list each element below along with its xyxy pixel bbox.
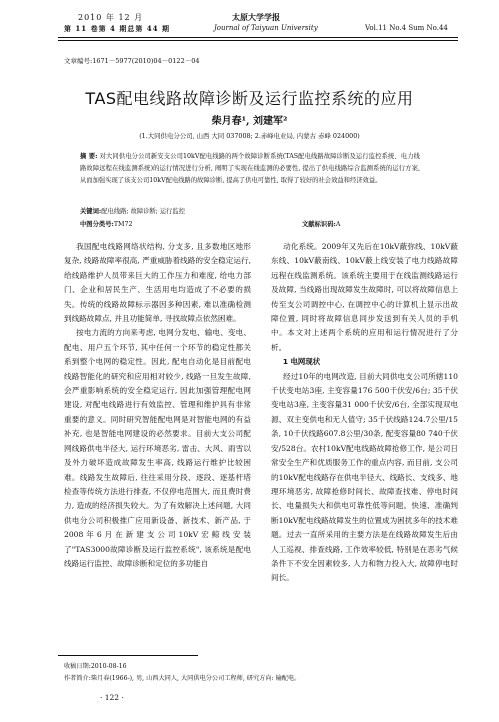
paragraph: 动化系统。2009年又先后在10kV蔽弥线、10kV蔽东线、10kV蔽南线、10kV蔽上线安装了电力线路故障远程在线监测系统。该系统主要用于在线监测线路运行及故障, 当线路出现故障发生故障时, 可以将故障信息上传至支公司调控中心, 在调控中心的计算机上显示出故障位置, 同时将故障信息同步发送到有关人员的手机中。本文对上述两个系统的应用和运行情况进行了分析。	[271, 242, 458, 352]
paragraph: 按电力流的方向来考虑, 电网分发电、输电、变电、配电、用户五个环节, 其中任何一个环节的稳定性都关系到整个电网的稳定性。因此, 配电自动化是目前配电线路智能化的研究和应用相对较少, 线路一旦发生故障, 会严重影响系统的安全稳定运行, 因此加强管理配电网建设, 对配电线路进行有效监控、管理和维护具有非常重要的意义。同时研究智能配电网是对智能电网的有益补充, 也是智能电网建设的必然要求。目前大支公司配网线路供电半径大, 运行环境恶劣, 雷击、大风、雨雪以及外力破坏造成故障发生率高, 线路运行维护比较困难。线路发生故障后, 往往采用分段、逐段、逐基杆塔检查等传统方法进行排查, 不仅停电范围大, 而且费时费力, 造成的经济损失较大。为了有效解决上述问题, 大同供电分公司积极推广应用新设备、新技术、新产品, 于2008年6月在新建支公司10kV宏鲸线安装了"TAS3000故障诊断及运行监控系统", 该系统是配电线路运行监控、故障诊断和定位的多功能自	[64, 328, 251, 568]
journal-name-cn: 太原大学学报	[232, 12, 280, 22]
document-code	[302, 219, 340, 228]
header-rule-bottom	[58, 40, 458, 41]
body-column-right	[271, 240, 458, 586]
classification-text: TM72	[113, 221, 133, 228]
paragraph: 经过10年的电网改造, 目前大同供电支公司所辖110千伏变电站3座, 主变容量176 500千伏安/6台; 35千伏变电站3座, 主变容量31 000千伏安/6台, 全部实现双电源、双主变供电和无人值守; 35千伏线路124.7公里/15条, 10千伏线路607.8公里/30条, 配变容量80 740千伏安/528台。农村10kV配电线路故障抢修工作, 是公司日常安全生产和优质服务工作的重点内容, 而目前, 支公司的10kV配电线路存在供电半径大、线路长、支线多、地理环境恶劣, 故障抢修时间长、故障查找难、停电时间长、电量损失大和供电可靠性低等问题。快速、准确判断10kV配电线路故障发生的位置成为困扰多年的技术难题。过去一直所采用的主要方法是在线路故障发生后由人工巡视、排查线路, 工作效率较低, 特别是在恶劣气候条件下不安全因素较多, 人力和物力投入大, 故障停电时间长。	[271, 371, 458, 583]
authors: 柴月春¹, 刘建军²	[211, 116, 288, 127]
classification-number	[80, 219, 132, 228]
abstract-label: 摘 要:	[80, 153, 98, 160]
header-rule-top	[58, 37, 458, 38]
section-heading: 1 电网现状	[282, 357, 321, 367]
article-number: 文章编号:1671－5977(2010)04－0122－04	[64, 57, 200, 65]
received-date: 收稿日期:2010-08-16	[64, 663, 127, 670]
keywords-label: 关键词:	[80, 208, 102, 215]
header-volume: 第 11 卷第 4 期总第 44 期	[64, 24, 170, 33]
author-bio: 作者简介:柴月春(1966-), 男, 山西大同人, 大同供电分公司工程师, 研究方向: 输配电。	[64, 675, 301, 682]
abstract-text: 对大同供电分公司新安支公司10kV配电线路的两个故障诊断系统(TAS配电线路故障诊断及运行监控系统、电力线路故障远程在线监测系统)的运行情况进行分析, 阐明了实现在线监测的必要性, 提出了供电线路综合监测系统的运行方案, 从而加强实现了该支公司10kV配电线路的故障诊断, 提高了供电可靠性, 取得了较好的社会效益和经济效益。	[80, 153, 420, 184]
footnote-rule	[58, 655, 198, 656]
affiliation: (1.大同供电分公司, 山西 大同 037008; 2.赤峰电业局, 内蒙古 赤峰 024000)	[139, 132, 360, 140]
abstract	[80, 151, 420, 187]
keywords	[80, 206, 185, 215]
doc-code-text: A	[335, 221, 341, 228]
paper-title: TAS配电线路故障诊断及运行监控系统的应用	[85, 89, 414, 108]
paragraph: 我国配电线路网络状结构, 分支多, 且多数地区地形复杂, 线路故障率很高, 严重威胁着线路的安全稳定运行, 给线路维护人员带来巨大的工作压力和难度, 给电力部门、企业和居民生产、生活用电均造成了不必要的损失。传统的线路故障标示器因多种因素, 难以准确检测到线路故障点, 并且功能简单, 寻找故障点依然困难。	[64, 242, 251, 324]
body-column-left	[64, 240, 251, 571]
keywords-text: 配电线路; 故障诊断; 运行监控	[101, 208, 186, 215]
header-date: 2010 年 12 月	[78, 13, 144, 22]
page-number: · 122 ·	[100, 693, 124, 702]
classification-label: 中图分类号:	[80, 221, 114, 228]
doc-code-label: 文献标识码:	[302, 221, 336, 228]
journal-name-en: Journal of Taiyuan University	[214, 24, 318, 32]
volume-en: Vol.11 No.4 Sum No.44	[365, 24, 448, 32]
